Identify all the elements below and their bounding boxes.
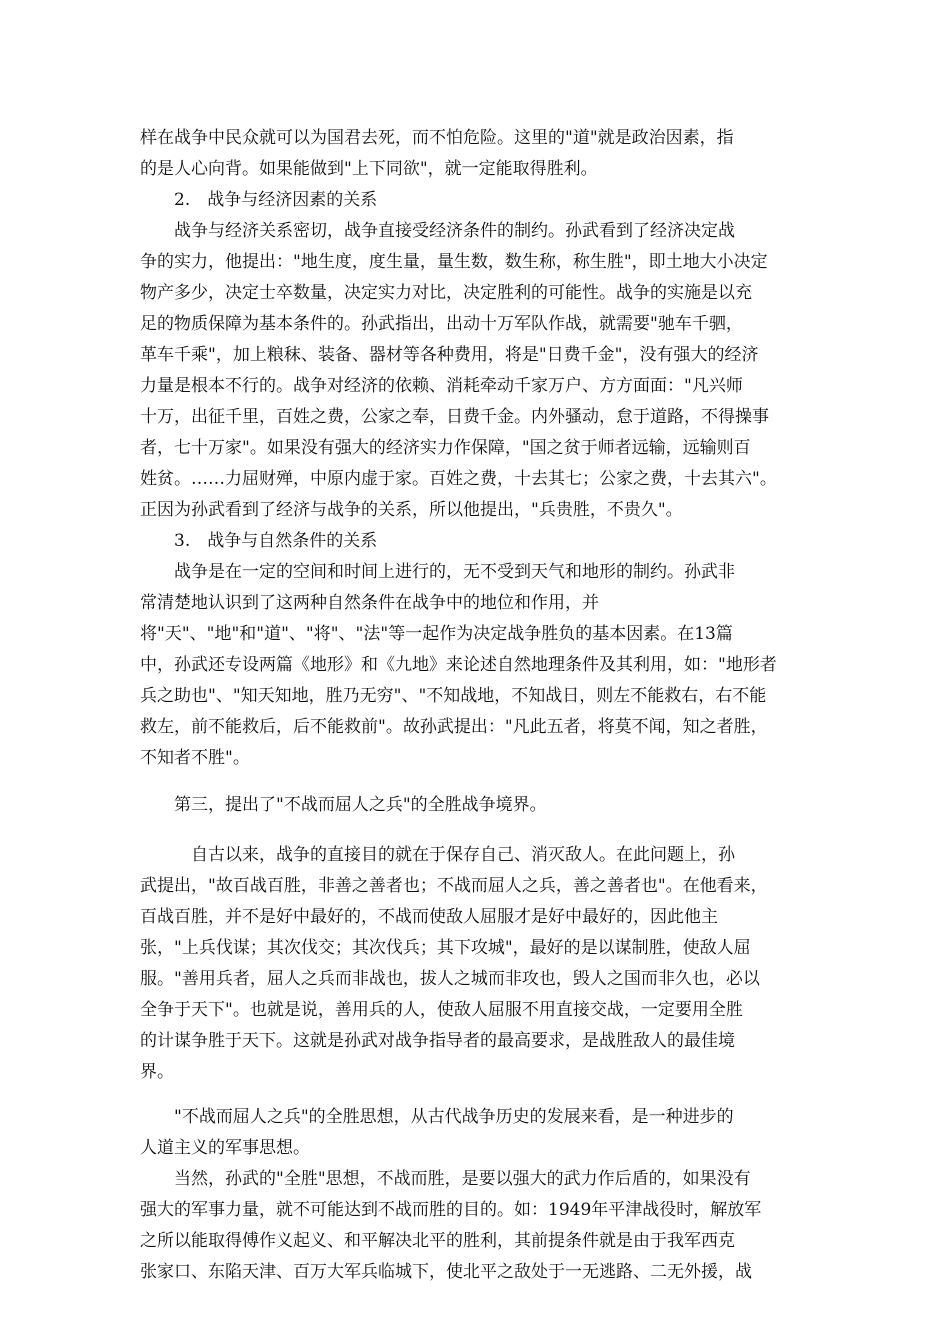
text-line: 自古以来，战争的直接目的就在于保存自己、消灭敌人。在此问题上，孙 bbox=[140, 845, 735, 865]
text-line: 强大的军事力量，就不可能达到不战而胜的目的。如：1949年平津战役时，解放军 bbox=[140, 1200, 762, 1220]
text-line: 战争是在一定的空间和时间上进行的，无不受到天气和地形的制约。孙武非 bbox=[140, 562, 735, 582]
text-line: 的是人心向背。如果能做到"上下同欲"，就一定能取得胜利。 bbox=[140, 159, 598, 179]
text-line: 常清楚地认识到了这两种自然条件在战争中的地位和作用，并 bbox=[140, 593, 599, 613]
text-line: 争的实力，他提出："地生度，度生量，量生数，数生称，称生胜"，即土地大小决定 bbox=[140, 252, 768, 272]
text-line: 界。 bbox=[140, 1062, 174, 1082]
text-line: 服。"善用兵者，屈人之兵而非战也，拔人之城而非攻也，毁人之国而非久也，必以 bbox=[140, 969, 760, 989]
text-line: 救左，前不能救后，后不能救前"。故孙武提出："凡此五者，将莫不闻，知之者胜， bbox=[140, 717, 768, 737]
text-line: 姓贫。……力屈财殚，中原内虚于家。百姓之费，十去其七；公家之费，十去其六"。 bbox=[140, 469, 777, 489]
text-line: 全争于天下"。也就是说，善用兵的人，使敌人屈服不用直接交战，一定要用全胜 bbox=[140, 1000, 743, 1020]
text-line: 正因为孙武看到了经济与战争的关系，所以他提出，"兵贵胜，不贵久"。 bbox=[140, 500, 683, 520]
text-line: 百战百胜，并不是好中最好的，不战而使敌人屈服才是好中最好的，因此他主 bbox=[140, 907, 718, 927]
text-line: 不知者不胜"。 bbox=[140, 748, 250, 768]
text-line: 战争与经济关系密切，战争直接受经济条件的制约。孙武看到了经济决定战 bbox=[140, 221, 735, 241]
text-line: 足的物质保障为基本条件的。孙武指出，出动十万军队作战，就需要"驰车千驷， bbox=[140, 314, 743, 334]
text-line: 者，七十万家"。如果没有强大的经济实力作保障，"国之贫于师者远输，远输则百 bbox=[140, 438, 751, 458]
text-line: 物产多少，决定士卒数量，决定实力对比，决定胜利的可能性。战争的实施是以充 bbox=[140, 283, 752, 303]
text-line: 的计谋争胜于天下。这就是孙武对战争指导者的最高要求，是战胜敌人的最佳境 bbox=[140, 1031, 735, 1051]
text-line: 张家口、东陷天津、百万大军兵临城下，使北平之敌处于一无逃路、二无外援，战 bbox=[140, 1262, 752, 1282]
text-line: 武提出，"故百战百胜，非善之善者也；不战而屈人之兵，善之善者也"。在他看来， bbox=[140, 876, 768, 896]
text-line: 之所以能取得傅作义起义、和平解决北平的胜利，其前提条件就是由于我军西克 bbox=[140, 1231, 735, 1251]
text-line: 革车千乘"，加上粮秣、装备、器材等各种费用，将是"日费千金"，没有强大的经济 bbox=[140, 345, 759, 365]
text-line: 将"天"、"地"和"道"、"将"、"法"等一起作为决定战争胜负的基本因素。在13篇 bbox=[140, 624, 733, 644]
text-line: 中，孙武还专设两篇《地形》和《九地》来论述自然地理条件及其利用，如："地形者 bbox=[140, 655, 777, 675]
text-line: 3. 战争与自然条件的关系 bbox=[140, 531, 378, 551]
text-line: 第三，提出了"不战而屈人之兵"的全胜战争境界。 bbox=[140, 795, 547, 815]
text-line: 兵之助也"、"知天知地，胜乃无穷"、"不知战地，不知战日，则左不能救右，右不能 bbox=[140, 686, 767, 706]
text-line: 十万，出征千里，百姓之费，公家之奉，日费千金。内外骚动，怠于道路，不得操事 bbox=[140, 407, 769, 427]
text-line: "不战而屈人之兵"的全胜思想，从古代战争历史的发展来看，是一种进步的 bbox=[140, 1107, 734, 1127]
text-line: 当然，孙武的"全胜"思想，不战而胜，是要以强大的武力作后盾的，如果没有 bbox=[140, 1169, 751, 1189]
text-line: 张，"上兵伐谋；其次伐交；其次伐兵；其下攻城"，最好的是以谋制胜，使敌人屈 bbox=[140, 938, 751, 958]
text-line: 力量是根本不行的。战争对经济的依赖、消耗牵动千家万户、方方面面："凡兴师 bbox=[140, 376, 743, 396]
text-line: 2. 战争与经济因素的关系 bbox=[140, 190, 378, 210]
text-line: 样在战争中民众就可以为国君去死，而不怕危险。这里的"道"就是政治因素，指 bbox=[140, 128, 734, 148]
text-line: 人道主义的军事思想。 bbox=[140, 1138, 310, 1158]
